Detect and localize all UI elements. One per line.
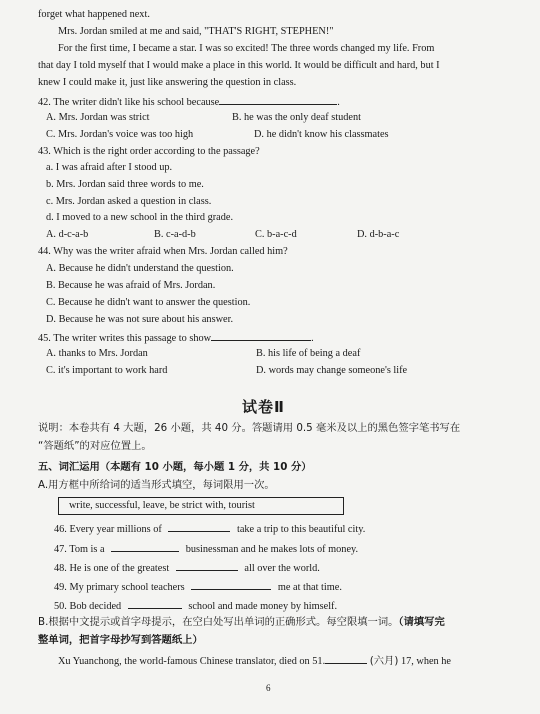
part-b-instruction-line2: 整单词，把首字母抄写到答题纸上） [38,634,203,646]
passage-line: Mrs. Jordan smiled at me and said, "THAT'S RIGHT, STEPHEN!" [58,26,334,37]
question-text: businessman and he makes lots of money. [185,544,359,555]
option-c: C. Mrs. Jordan's voice was too high [46,129,194,140]
question-45-stem: 45. The writer writes this passage to show . [38,330,314,345]
question-44-stem: 44. Why was the writer afraid when Mrs. Jordan called him? [38,246,288,257]
option-d: D. words may change someone's life [256,365,408,376]
question-text: take a trip to this beautiful city. [236,524,366,535]
part-a-instruction: A.用方框中所给词的适当形式填空，每词限用一次。 [38,479,275,491]
passage-line: that day I told myself that I would make a place in this world. It would be difficult and hard, but I [38,60,440,71]
answer-blank [211,330,311,341]
question-50 [54,598,337,613]
statement-d: d. I moved to a new school in the third grade. [46,212,234,223]
question-43-stem: 43. Which is the right order according to the passage? [38,146,260,157]
option-a: A. Mrs. Jordan was strict [46,112,150,123]
option-a: A. thanks to Mrs. Jordan [46,348,148,359]
question-stem-text: 45. The writer writes this passage to show [38,333,212,344]
option-c: C. b-a-c-d [255,229,297,240]
instructions-line: “答题纸”的对应位置上。 [38,440,152,452]
statement-a: a. I was afraid after I stood up. [46,162,173,173]
option-d: D. Because he was not sure about his answer. [46,314,234,325]
answer-blank [128,598,182,609]
question-stem-text: 42. The writer didn't like his school because [38,97,220,108]
answer-blank [168,521,230,532]
question-text: me at that time. [277,582,342,593]
statement-b: b. Mrs. Jordan said three words to me. [46,179,204,190]
question-46 [54,521,365,536]
question-text: 50. Bob decided [54,601,122,612]
instructions-line: 说明：本卷共有 4 大题，26 小题，共 40 分。答题请用 0.5 毫米及以上的黑色签字笔书写在 [38,422,461,434]
question-48 [54,560,320,575]
part-b-instruction-text: B.根据中文提示或首字母提示，在空白处写出单词的正确形式。每空限填一词。 [38,616,399,628]
question-42-stem: 42. The writer didn't like his school because . [38,94,340,109]
option-b: B. his life of being a deaf [256,348,361,359]
question-text: school and made money by himself. [188,601,338,612]
question-text: 48. He is one of the greatest [54,563,170,574]
question-47 [54,541,358,556]
passage-line: For the first time, I became a star. I was so excited! The three words changed my life. From [58,43,435,54]
passage-line: forget what happened next. [38,9,150,20]
option-b: B. c-a-d-b [154,229,196,240]
question-text: Xu Yuanchong, the world-famous Chinese translator, died on 51. [58,656,326,667]
question-51 [58,653,451,668]
question-text: all over the world. [244,563,320,574]
chinese-hint: (六月) [369,655,399,667]
answer-blank [111,541,179,552]
question-text: 17, when he [400,656,451,667]
option-c: C. Because he didn't want to answer the question. [46,297,251,308]
option-d: D. he didn't know his classmates [254,129,389,140]
question-text: 49. My primary school teachers [54,582,185,593]
part-b-instruction-bold: （请填写完 [398,616,445,628]
option-d: D. d-b-a-c [357,229,400,240]
answer-blank [219,94,337,105]
answer-blank [191,579,271,590]
answer-blank [176,560,238,571]
question-text: 47. Tom is a [54,544,105,555]
option-b: B. he was the only deaf student [232,112,361,123]
question-49 [54,579,342,594]
statement-c: c. Mrs. Jordan asked a question in class. [46,196,212,207]
option-a: A. Because he didn't understand the question. [46,263,234,274]
option-b: B. Because he was afraid of Mrs. Jordan. [46,280,216,291]
part-2-title: 试卷Ⅱ [242,398,285,416]
word-box: write, successful, leave, be strict with, tourist [58,497,344,515]
option-c: C. it's important to work hard [46,365,168,376]
part-b-instruction [38,616,445,629]
question-text: 46. Every year millions of [54,524,162,535]
section-5-heading: 五、词汇运用（本题有 10 小题，每小题 1 分，共 10 分） [38,461,312,473]
passage-line: knew I could make it, just like answering the question in class. [38,77,297,88]
option-a: A. d-c-a-b [46,229,89,240]
page-number: 6 [266,683,271,693]
answer-blank [325,653,367,664]
